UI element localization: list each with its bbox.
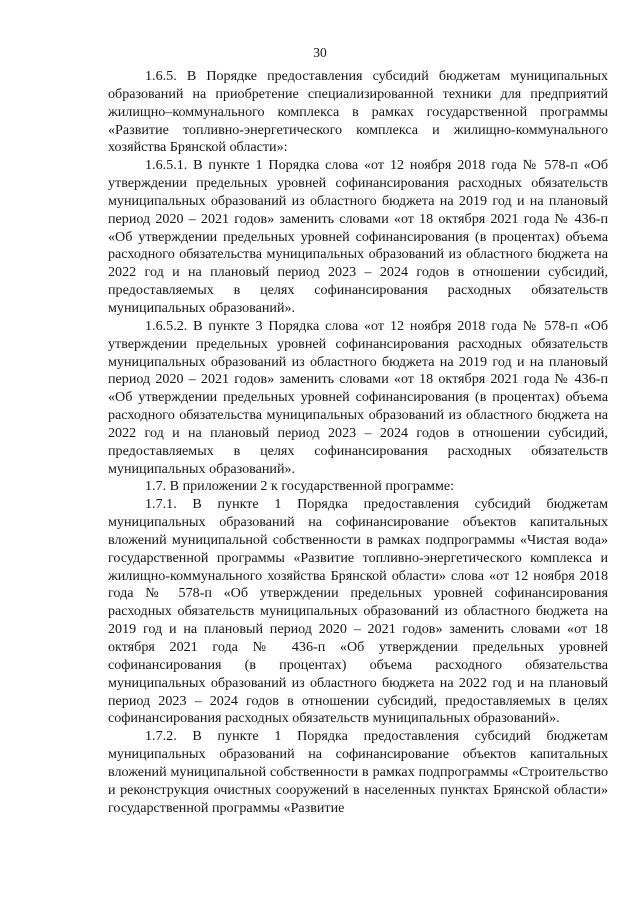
paragraph-1-7-2: 1.7.2. В пункте 1 Порядка предоставления субсидий бюджетам муниципальных образований на софинансирование объектов капитальных вложений муниципальной собственности в рамках подпрограммы «Строительство и реконструкция очистных сооружений в населенных пунктах Брянской области» государственной программы «Развитие	[108, 728, 608, 816]
paragraph-1-7-1: 1.7.1. В пункте 1 Порядка предоставления субсидий бюджетам муниципальных образований на софинансирование объектов капитальных вложений муниципальной собственности в рамках подпрограммы «Чистая вода» государственной программы «Развитие топливно-энергетического комплекса и жилищно-коммунального хозяйства Брянской области» слова «от 12 ноября 2018 года № 578-п «Об утверждении предельных уровней софинансирования расходных обязательств муниципальных образований из областного бюджета на 2019 год и на плановый период 2020 – 2021 годов» заменить словами «от 18 октября 2021 года № 436-п «Об утверждении предельных уровней софинансирования (в процентах) объема расходного обязательства муниципальных образований из областного бюджета на 2022 год и на плановый период 2023 – 2024 годов в отношении субсидий, предоставляемых в целях софинансирования расходных обязательств муниципальных образований».	[108, 496, 608, 727]
page-number: 30	[313, 45, 327, 60]
paragraph-1-6-5-2: 1.6.5.2. В пункте 3 Порядка слова «от 12 ноября 2018 года № 578-п «Об утверждении предельных уровней софинансирования расходных обязательств муниципальных образований из областного бюджета на 2019 год и на плановый период 2020 – 2021 годов» заменить словами «от 18 октября 2021 года № 436-п «Об утверждении предельных уровней софинансирования (в процентах) объема расходного обязательства муниципальных образований из областного бюджета на 2022 год и на плановый период 2023 – 2024 годов в отношении субсидий, предоставляемых в целях софинансирования расходных обязательств муниципальных образований».	[108, 317, 608, 477]
paragraph-1-6-5-1: 1.6.5.1. В пункте 1 Порядка слова «от 12 ноября 2018 года № 578-п «Об утверждении предельных уровней софинансирования расходных обязательств муниципальных образований из областного бюджета на 2019 год и на плановый период 2020 – 2021 годов» заменить словами «от 18 октября 2021 года № 436-п «Об утверждении предельных уровней софинансирования (в процентах) объема расходного обязательства муниципальных образований из областного бюджета на 2022 год и на плановый период 2023 – 2024 годов в отношении субсидий, предоставляемых в целях софинансирования расходных обязательств муниципальных образований».	[108, 157, 608, 316]
paragraph-1-7: 1.7. В приложении 2 к государственной программе:	[145, 478, 455, 495]
paragraph-1-6-5: 1.6.5. В Порядке предоставления субсидий бюджетам муниципальных образований на приобретение специализированной техники для предприятий жилищно–коммунального комплекса в рамках государственной программы «Развитие топливно-энергетического комплекса и жилищно-коммунального хозяйства Брянской области»:	[108, 68, 608, 156]
document-body	[108, 68, 608, 817]
